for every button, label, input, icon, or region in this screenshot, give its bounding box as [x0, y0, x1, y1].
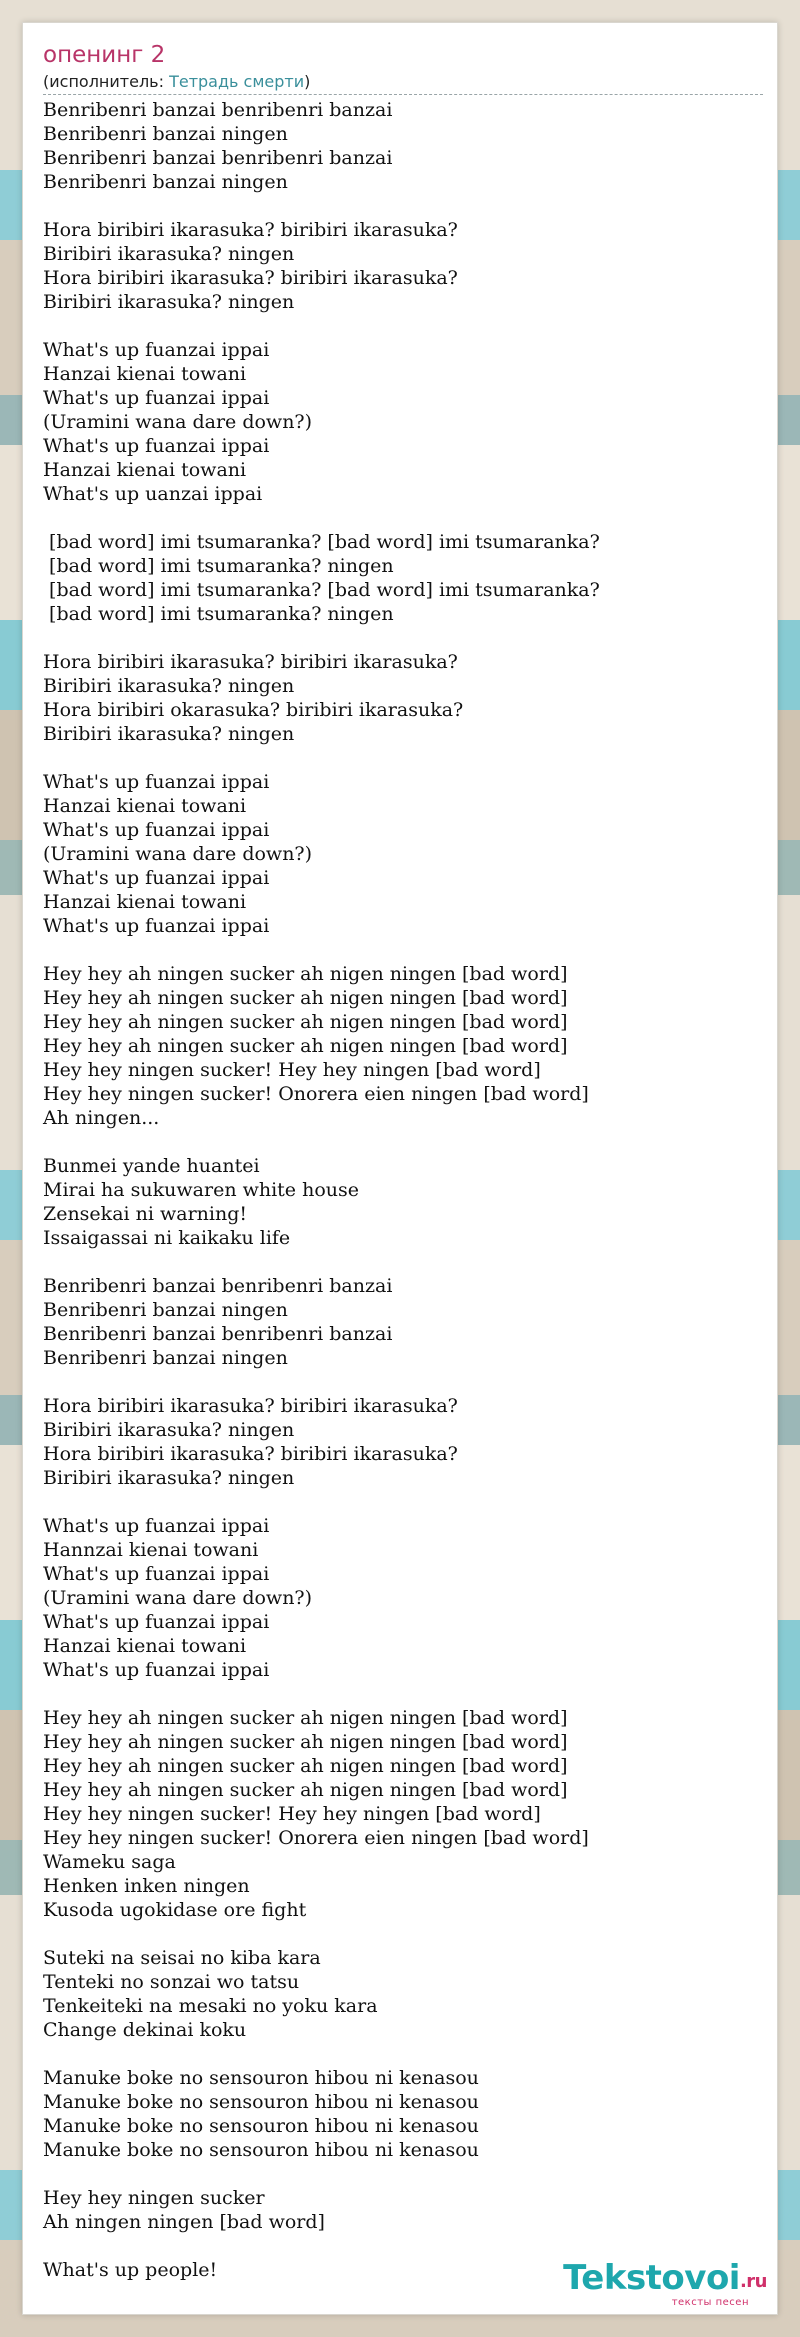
- lyrics-card: [22, 22, 778, 2315]
- artist-suffix: ): [304, 72, 311, 91]
- site-logo[interactable]: [563, 2259, 767, 2308]
- song-title: опенинг 2: [43, 42, 166, 68]
- artist-link[interactable]: Тетрадь смерти: [169, 72, 305, 91]
- logo-tagline: тексты песен: [671, 2297, 749, 2308]
- logo-name: Tekstovoi: [563, 2258, 740, 2298]
- lyrics-text: Benribenri banzai benribenri banzai Benribenri banzai ningen Benribenri banzai benribenri banzai Benribenri banzai ningen Hora biribiri ikarasuka? biribiri ikarasuka? Biribiri ikarasuka? ningen Hora biribiri ikarasuka? biribiri ikarasuka? Biribiri ikarasuka? ningen What's up fuanzai ippai Hanzai kienai towani What's up fuanzai ippai (Uramini wana dare down?) What's up fuanzai ippai Hanzai kienai towani What's up uanzai ippai [bad word] imi tsumaranka? [bad word] imi tsumaranka? [bad word] imi tsumaranka? ningen [bad word] imi tsumaranka? [bad word] imi tsumaranka? [bad word] imi tsumaranka? ningen Hora biribiri ikarasuka? biribiri ikarasuka? Biribiri ikarasuka? ningen Hora biribiri okarasuka? biribiri ikarasuka? Biribiri ikarasuka? ningen What's up fuanzai ippai Hanzai kienai towani What's up fuanzai ippai (Uramini wana dare down?) What's up fuanzai ippai Hanzai kienai towani What's up fuanzai ippai Hey hey ah ningen sucker ah nigen ningen [bad word] Hey hey ah ningen sucker ah nigen ningen [bad word] Hey hey ah ningen sucker ah nigen ningen [bad word] Hey hey ah ningen sucker ah nigen ningen [bad word] Hey hey ningen sucker! Hey hey ningen [bad word] Hey hey ningen sucker! Onorera eien ningen [bad word] Ah ningen... Bunmei yande huantei Mirai ha sukuwaren white house Zensekai ni warning! Issaigassai ni kaikaku life Benribenri banzai benribenri banzai Benribenri banzai ningen Benribenri banzai benribenri banzai Benribenri banzai ningen Hora biribiri ikarasuka? biribiri ikarasuka? Biribiri ikarasuka? ningen Hora biribiri ikarasuka? biribiri ikarasuka? Biribiri ikarasuka? ningen What's up fuanzai ippai Hannzai kienai towani What's up fuanzai ippai (Uramini wana dare down?) What's up fuanzai ippai Hanzai kienai towani What's up fuanzai ippai Hey hey ah ningen sucker ah nigen ningen [bad word] Hey hey ah ningen sucker ah nigen ningen [bad word] Hey hey ah ningen sucker ah nigen ningen [bad word] Hey hey ah ningen sucker ah nigen ningen [bad word] Hey hey ningen sucker! Hey hey ningen [bad word] Hey hey ningen sucker! Onorera eien ningen [bad word] Wameku saga Henken inken ningen Kusoda ugokidase ore fight Suteki na seisai no kiba kara Tenteki no sonzai wo tatsu Tenkeiteki na mesaki no yoku kara Change dekinai koku Manuke boke no sensouron hibou ni kenasou Manuke boke no sensouron hibou ni kenasou Manuke boke no sensouron hibou ni kenasou Manuke boke no sensouron hibou ni kenasou Hey hey ningen sucker Ah ningen ningen [bad word] What's up people!: [43, 99, 600, 2281]
- artist-prefix: (исполнитель:: [43, 72, 170, 91]
- logo-tld: .ru: [739, 2271, 767, 2292]
- logo-wordmark: [563, 2259, 767, 2301]
- artist-line: [43, 71, 763, 95]
